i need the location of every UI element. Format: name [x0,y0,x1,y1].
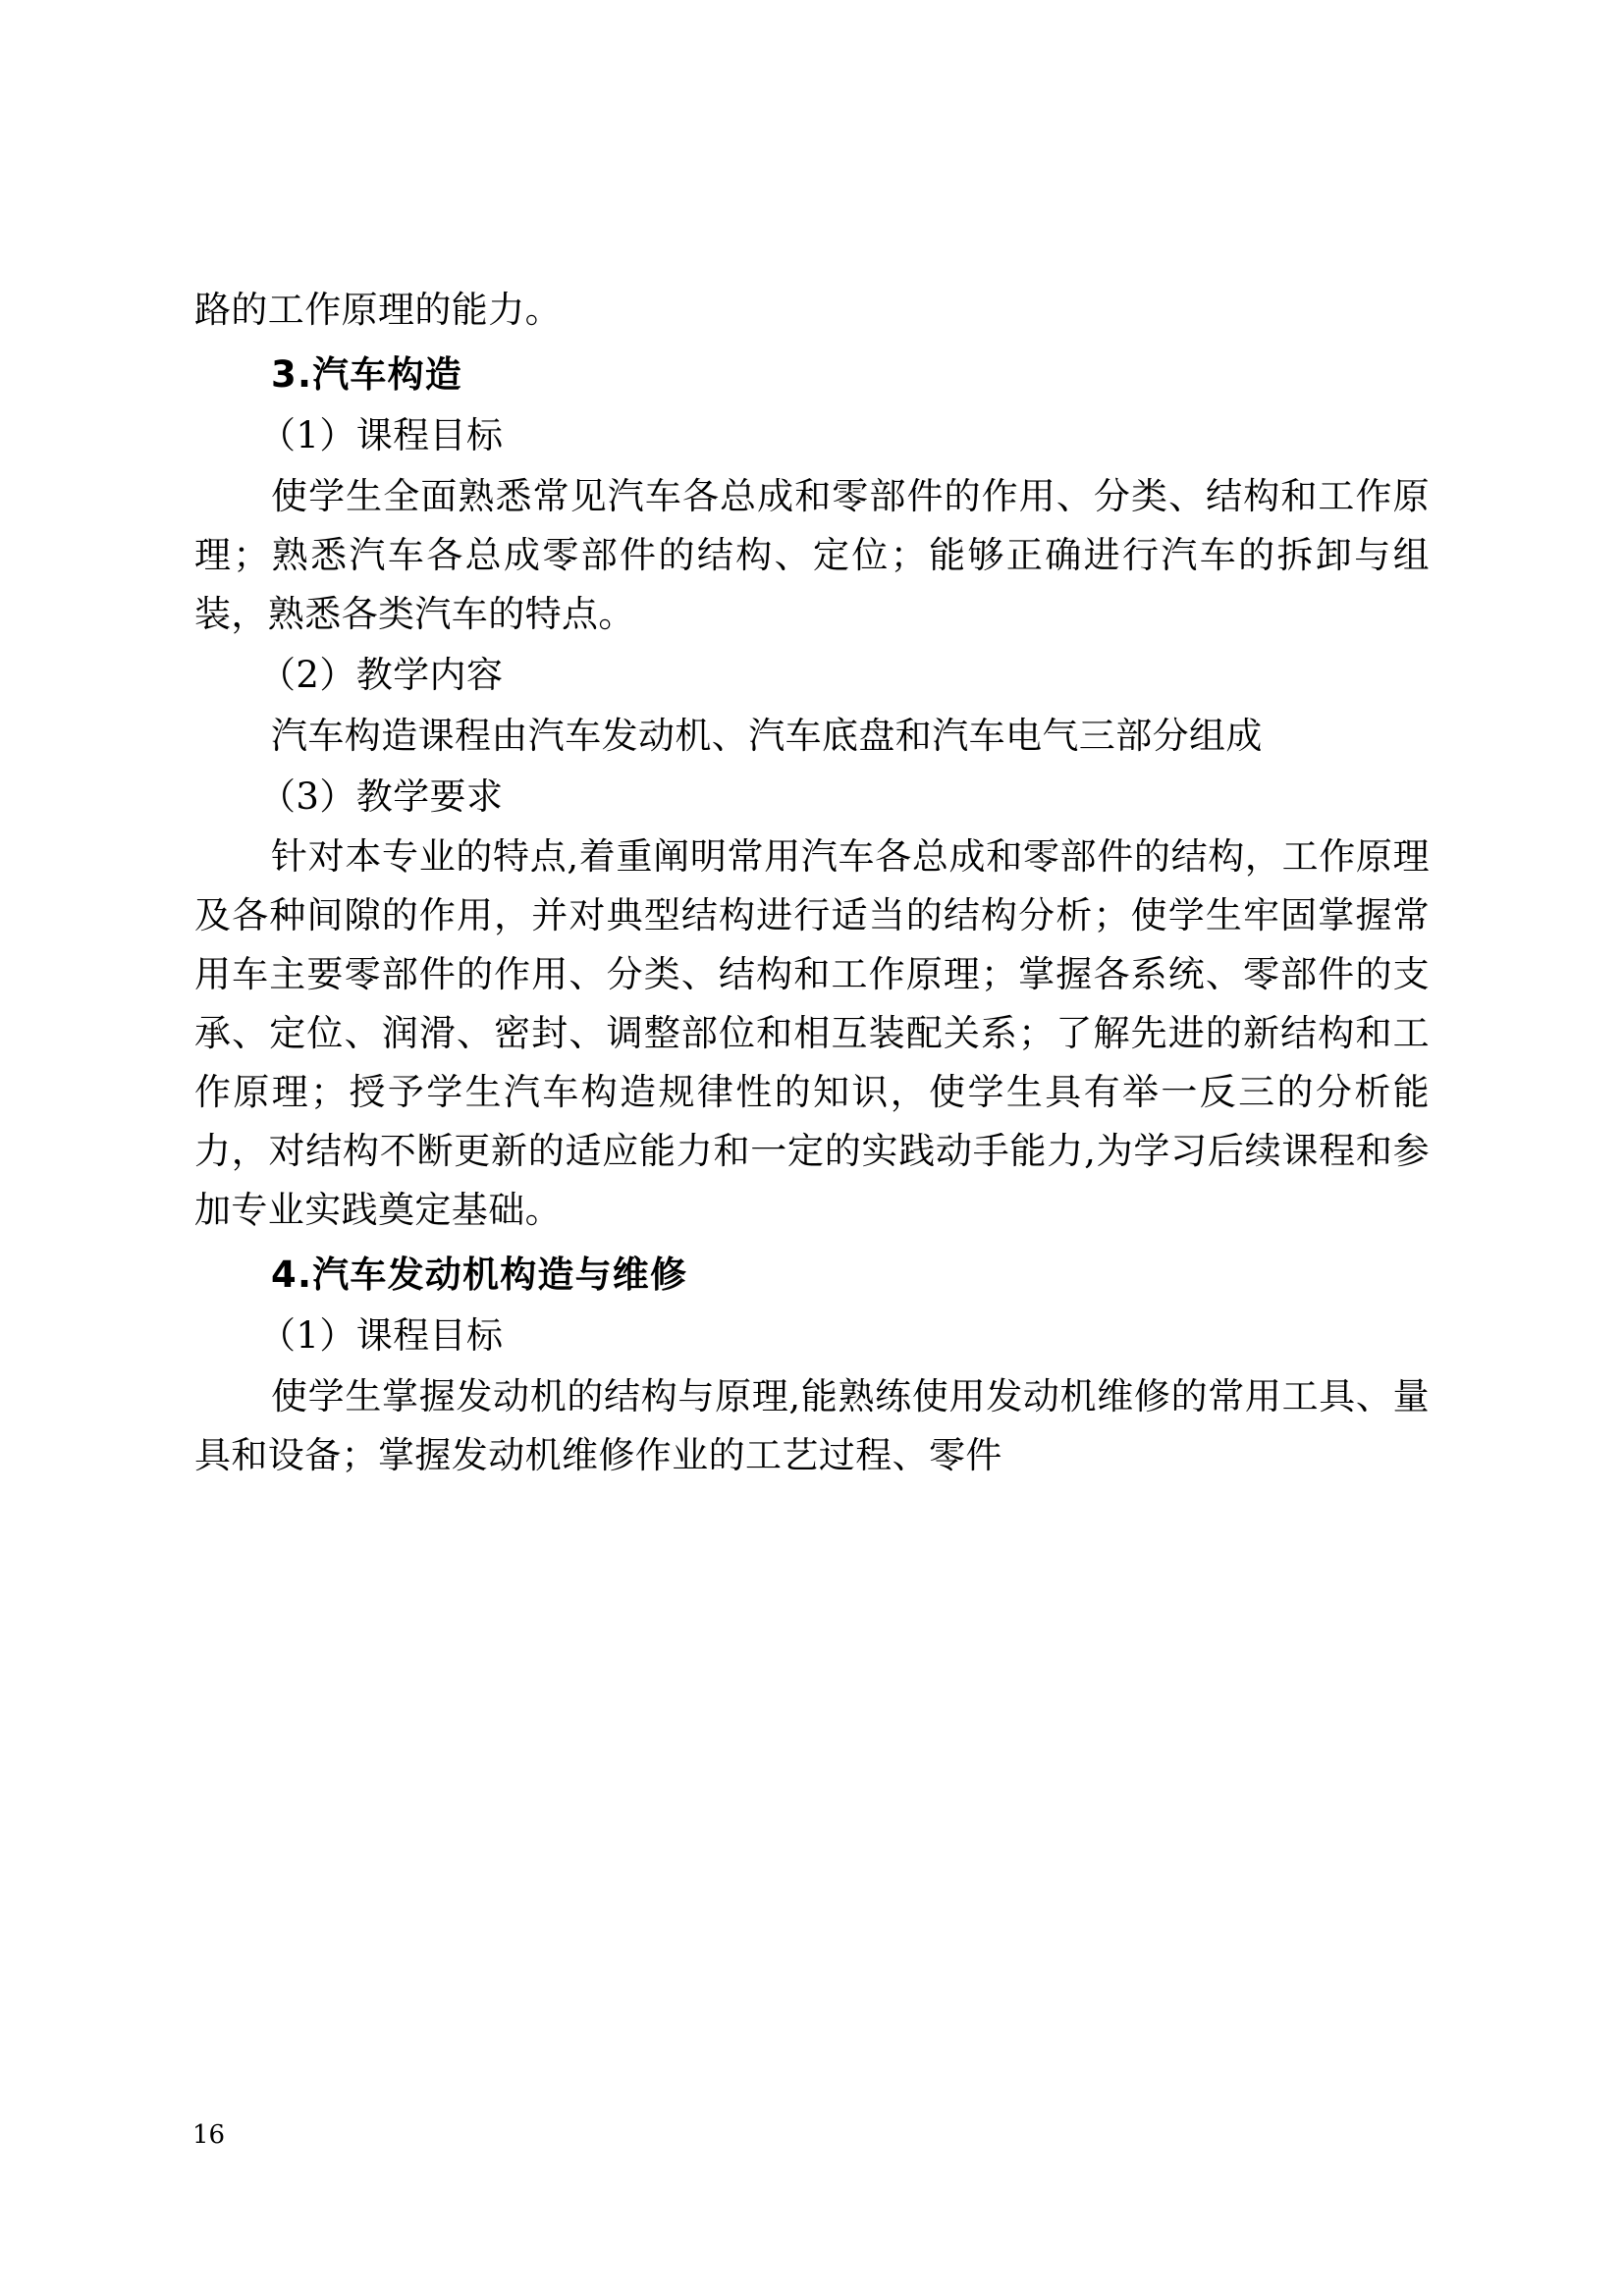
subsection-3-1-title: （1）课程目标 [259,413,504,456]
section-heading-4: 4.汽车发动机构造与维修 [271,1254,688,1296]
subsection-3-2-title: （2）教学内容 [259,653,504,696]
subsection-3-3-title: （3）教学要求 [259,774,504,818]
subsection-3-3-body: 针对本专业的特点,着重阐明常用汽车各总成和零部件的结构，工作原理及各种间隙的作用，并对典型结构进行适当的结构分析；使学生牢固掌握常用车主要零部件的作用、分类、结构和工作原理；掌握各系统、零部件的支承、定位、润滑、密封、调整部位和相互装配关系；了解先进的新结构和工作原理；授予学生汽车构造规律性的知识，使学生具有举一反三的分析能力，对结构不断更新的适应能力和一定的实践动手能力,为学习后续课程和参加专业实践奠定基础。 [194,835,1430,1232]
page-content [194,281,1430,1487]
section-heading-3: 3.汽车构造 [271,352,463,396]
subsection-3-1-body: 使学生全面熟悉常见汽车各总成和零部件的作用、分类、结构和工作原理；熟悉汽车各总成零部件的结构、定位；能够正确进行汽车的拆卸与组装，熟悉各类汽车的特点。 [194,474,1430,635]
paragraph-continuation: 路的工作原理的能力。 [194,289,562,331]
subsection-4-1-body: 使学生掌握发动机的结构与原理,能熟练使用发动机维修的常用工具、量具和设备；掌握发动机维修作业的工艺过程、零件 [194,1374,1430,1476]
subsection-3-2-body: 汽车构造课程由汽车发动机、汽车底盘和汽车电气三部分组成 [271,714,1263,757]
page-number: 16 [192,2120,226,2150]
subsection-4-1-title: （1）课程目标 [259,1313,504,1357]
